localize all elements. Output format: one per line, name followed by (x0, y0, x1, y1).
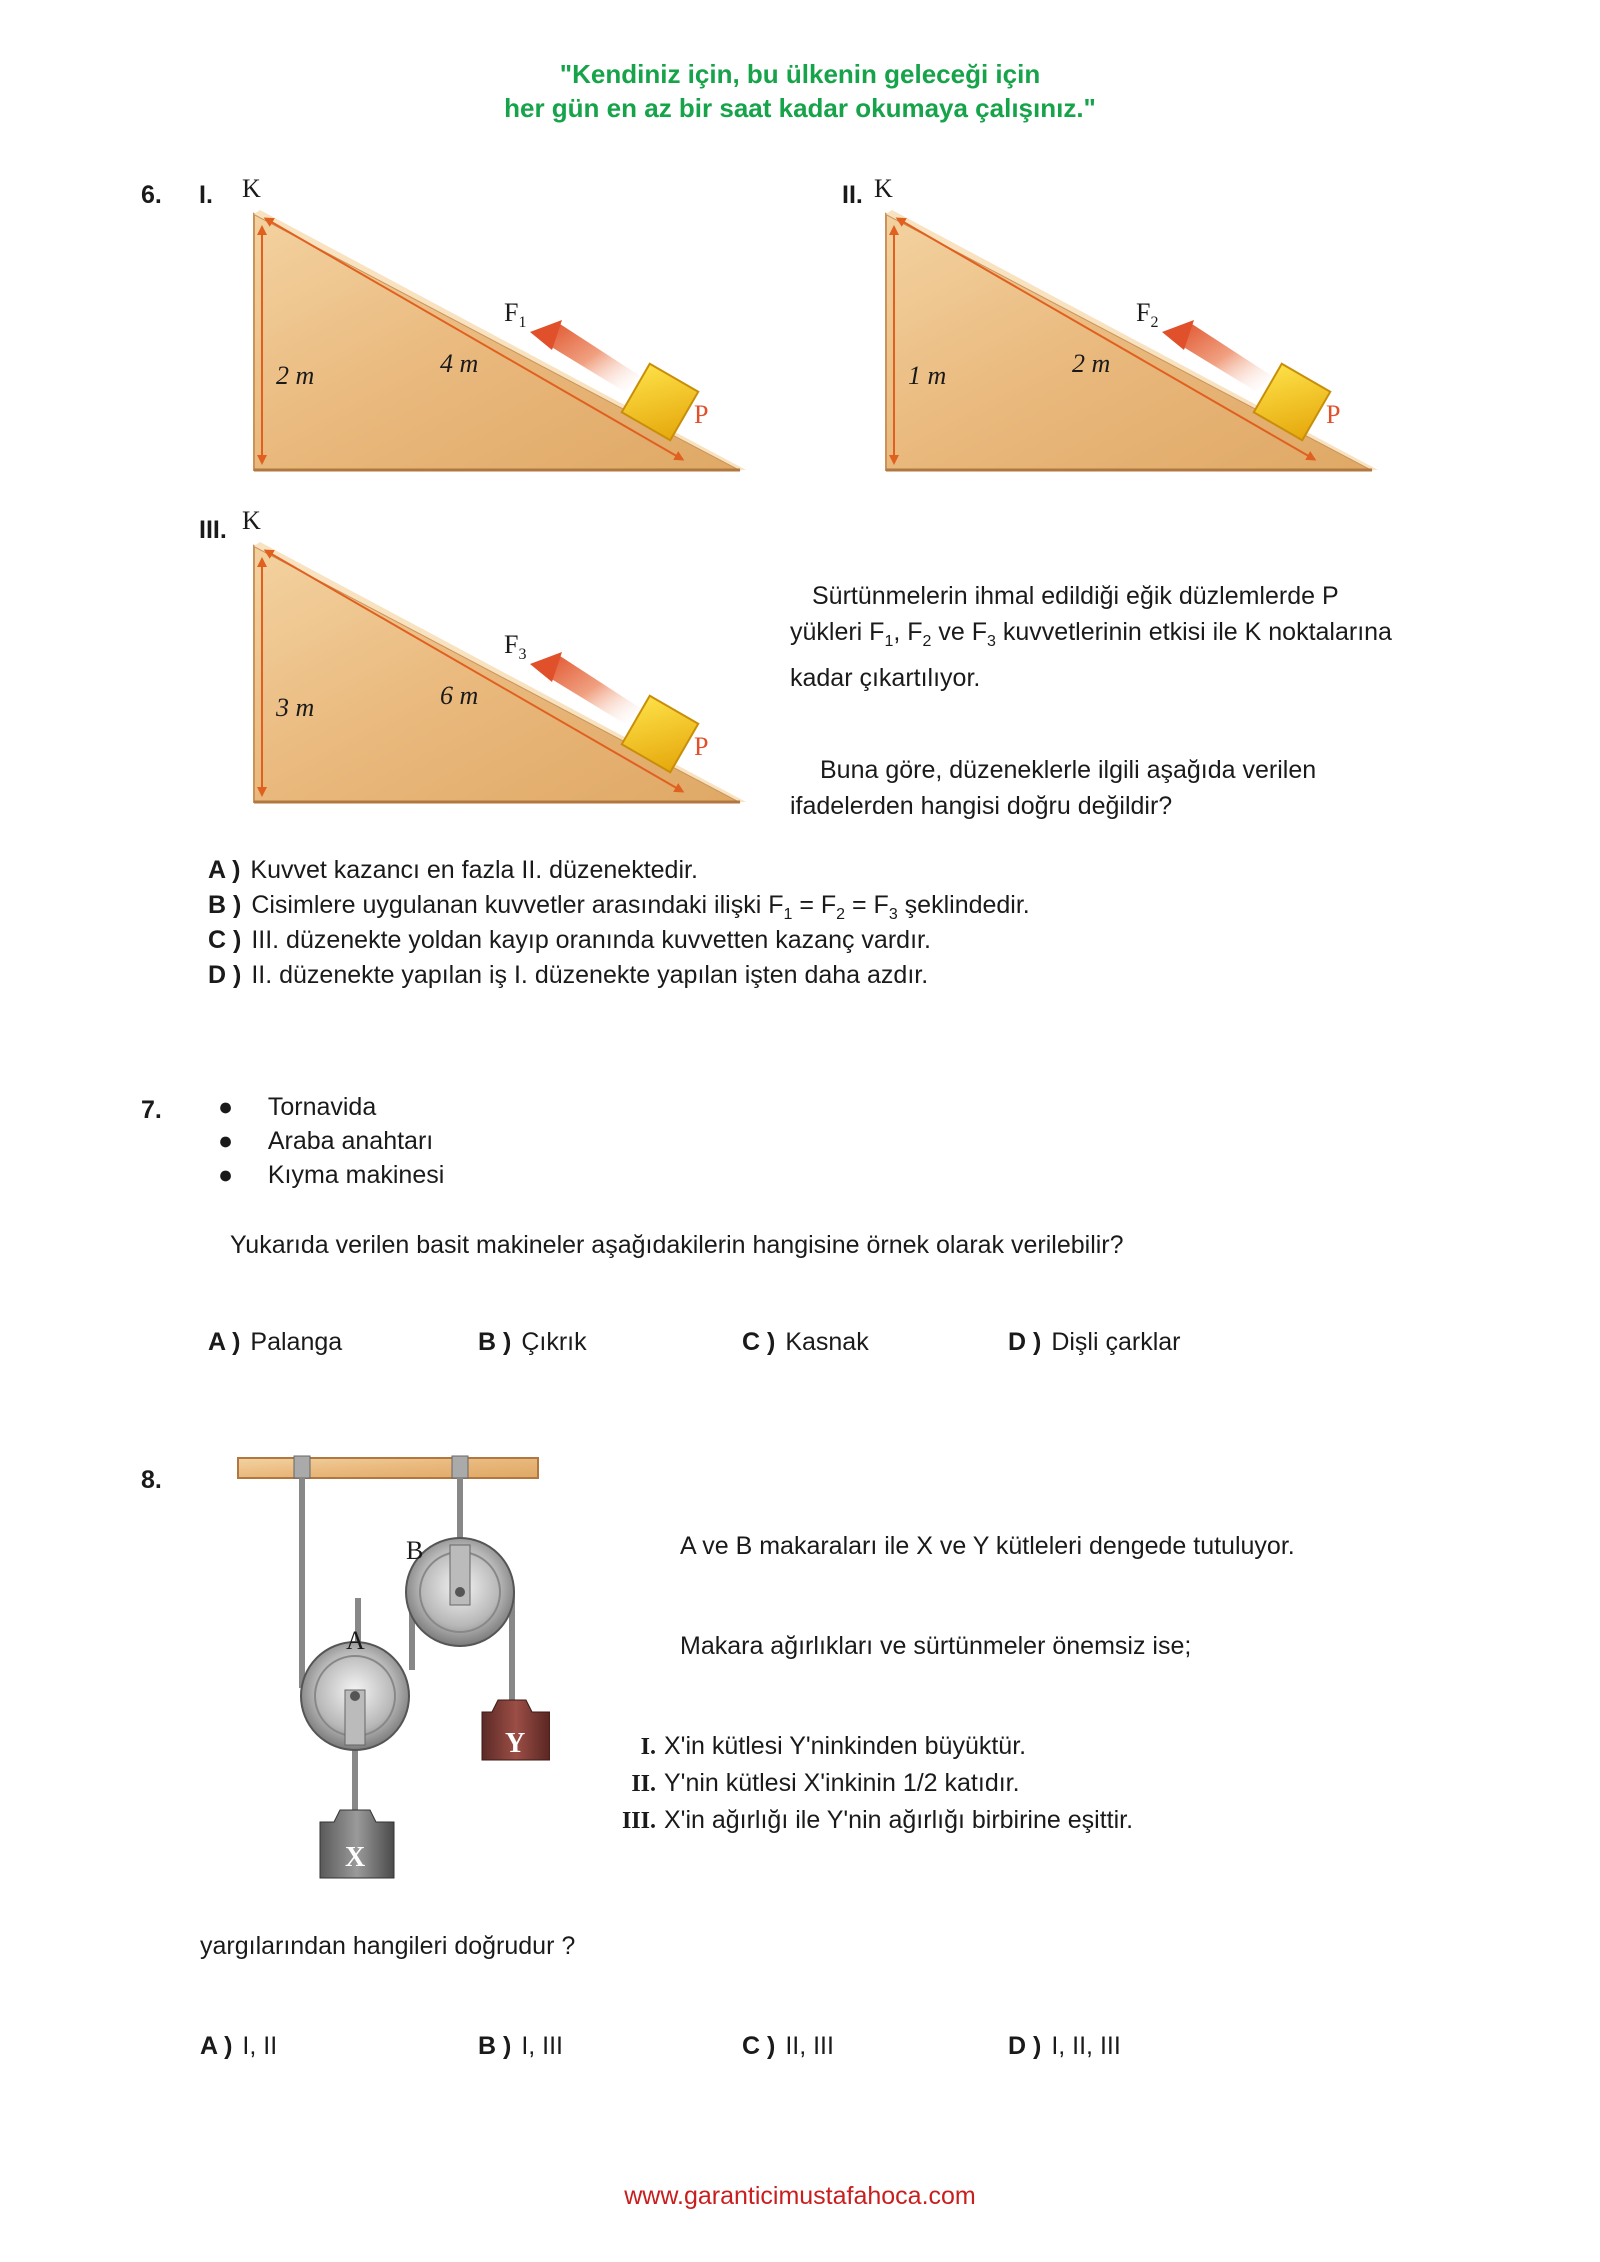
diagram-3-roman: III. (199, 516, 227, 544)
incline-diagram-3 (240, 502, 760, 812)
question-6-option-a[interactable]: A ) Kuvvet kazancı en fazla II. düzenektedir. (208, 856, 698, 884)
diagram-3-force-label: $F_3$ (504, 630, 527, 664)
question-8-option-d[interactable]: D ) I, II, III (1008, 2032, 1121, 2060)
diagram-3-point-k: K (242, 506, 261, 535)
mass-x-label: X (345, 1842, 366, 1873)
diagram-2-length-label: 2 m (1072, 349, 1111, 378)
question-6-number: 6. (141, 181, 162, 209)
list-item: ● Araba anahtarı (218, 1127, 434, 1155)
list-item: ● Tornavida (218, 1093, 377, 1121)
diagram-3-height-label: 3 m (276, 693, 315, 722)
statement-1: I. X'in kütlesi Y'ninkinden büyüktür. (640, 1732, 1027, 1760)
pulley-diagram (230, 1450, 550, 1895)
question-8-option-c[interactable]: C ) II, III (742, 2032, 834, 2060)
footer-website: www.garanticimustafahoca.com (624, 2182, 976, 2210)
diagram-1-point-k: K (242, 174, 261, 203)
question-7-option-d[interactable]: D ) Dişli çarklar (1008, 1328, 1181, 1356)
header-quote-line-1: "Kendiniz için, bu ülkenin geleceği için (559, 59, 1041, 89)
diagram-2-height-label: 1 m (908, 361, 947, 390)
question-7-prompt: Yukarıda verilen basit makineler aşağıdakilerin hangisine örnek olarak verilebilir? (230, 1231, 1124, 1259)
question-6-option-c[interactable]: C ) III. düzenekte yoldan kayıp oranında kuvvetten kazanç vardır. (208, 926, 931, 954)
question-8-number: 8. (141, 1466, 162, 1494)
question-7-option-b[interactable]: B ) Çıkrık (478, 1328, 587, 1356)
question-7-item-list (218, 1090, 444, 1192)
incline-diagram-2 (872, 170, 1392, 480)
question-6-option-d[interactable]: D ) II. düzenekte yapılan iş I. düzenekte yapılan işten daha azdır. (208, 961, 929, 989)
diagram-2-roman: II. (842, 181, 863, 209)
pulley-b-label: B (406, 1536, 424, 1565)
diagram-1-force-label: $F_1$ (504, 298, 527, 332)
diagram-2-force-label: $F_2$ (1136, 298, 1159, 332)
question-7-option-c[interactable]: C ) Kasnak (742, 1328, 869, 1356)
statement-3: III. X'in ağırlığı ile Y'nin ağırlığı birbirine eşittir. (621, 1806, 1134, 1834)
question-8-option-b[interactable]: B ) I, III (478, 2032, 564, 2060)
question-8-prompt: yargılarından hangileri doğrudur ? (200, 1932, 576, 1960)
diagram-1-roman: I. (199, 181, 213, 209)
question-6-option-b[interactable]: B ) Cisimlere uygulanan kuvvetler arasındaki ilişki $F_1 = F_2 = F_3$ şeklindedir. (208, 891, 1030, 923)
statement-2: II. Y'nin kütlesi X'inkinin 1/2 katıdır. (631, 1769, 1020, 1797)
diagram-2-point-k: K (874, 174, 893, 203)
question-7-option-a[interactable]: A ) Palanga (208, 1328, 343, 1356)
pulley-a-label: A (346, 1626, 365, 1655)
question-8-option-a[interactable]: A ) I, II (200, 2032, 278, 2060)
diagram-1-load-label: P (694, 400, 709, 429)
diagram-3-length-label: 6 m (440, 681, 479, 710)
question-8-stem-2: Makara ağırlıkları ve sürtünmeler önemsiz ise; (680, 1632, 1192, 1660)
diagram-2-load-label: P (1326, 400, 1341, 429)
question-8-statements (602, 1728, 1133, 1839)
header-quote-line-2: her gün en az bir saat kadar okumaya çalışınız." (504, 93, 1096, 123)
question-6-stem: Sürtünmelerin ihmal edildiği eğik düzlemlerde P yükleri $F_1$, $F_2$ ve $F_3$ kuvvetlerinin etkisi ile K noktalarına kadar çıkartılıyor. (790, 582, 1392, 692)
diagram-1-length-label: 4 m (440, 349, 479, 378)
question-6-prompt: Buna göre, düzeneklerle ilgili aşağıda verilen ifadelerden hangisi doğru değildir? (790, 756, 1317, 820)
question-8-stem-1: A ve B makaraları ile X ve Y kütleleri dengede tutuluyor. (680, 1532, 1295, 1560)
diagram-3-load-label: P (694, 732, 709, 761)
diagram-1-height-label: 2 m (276, 361, 315, 390)
mass-y-label: Y (505, 1728, 526, 1759)
incline-diagram-1 (240, 170, 760, 480)
question-7-number: 7. (141, 1096, 162, 1124)
list-item: ● Kıyma makinesi (218, 1161, 445, 1189)
